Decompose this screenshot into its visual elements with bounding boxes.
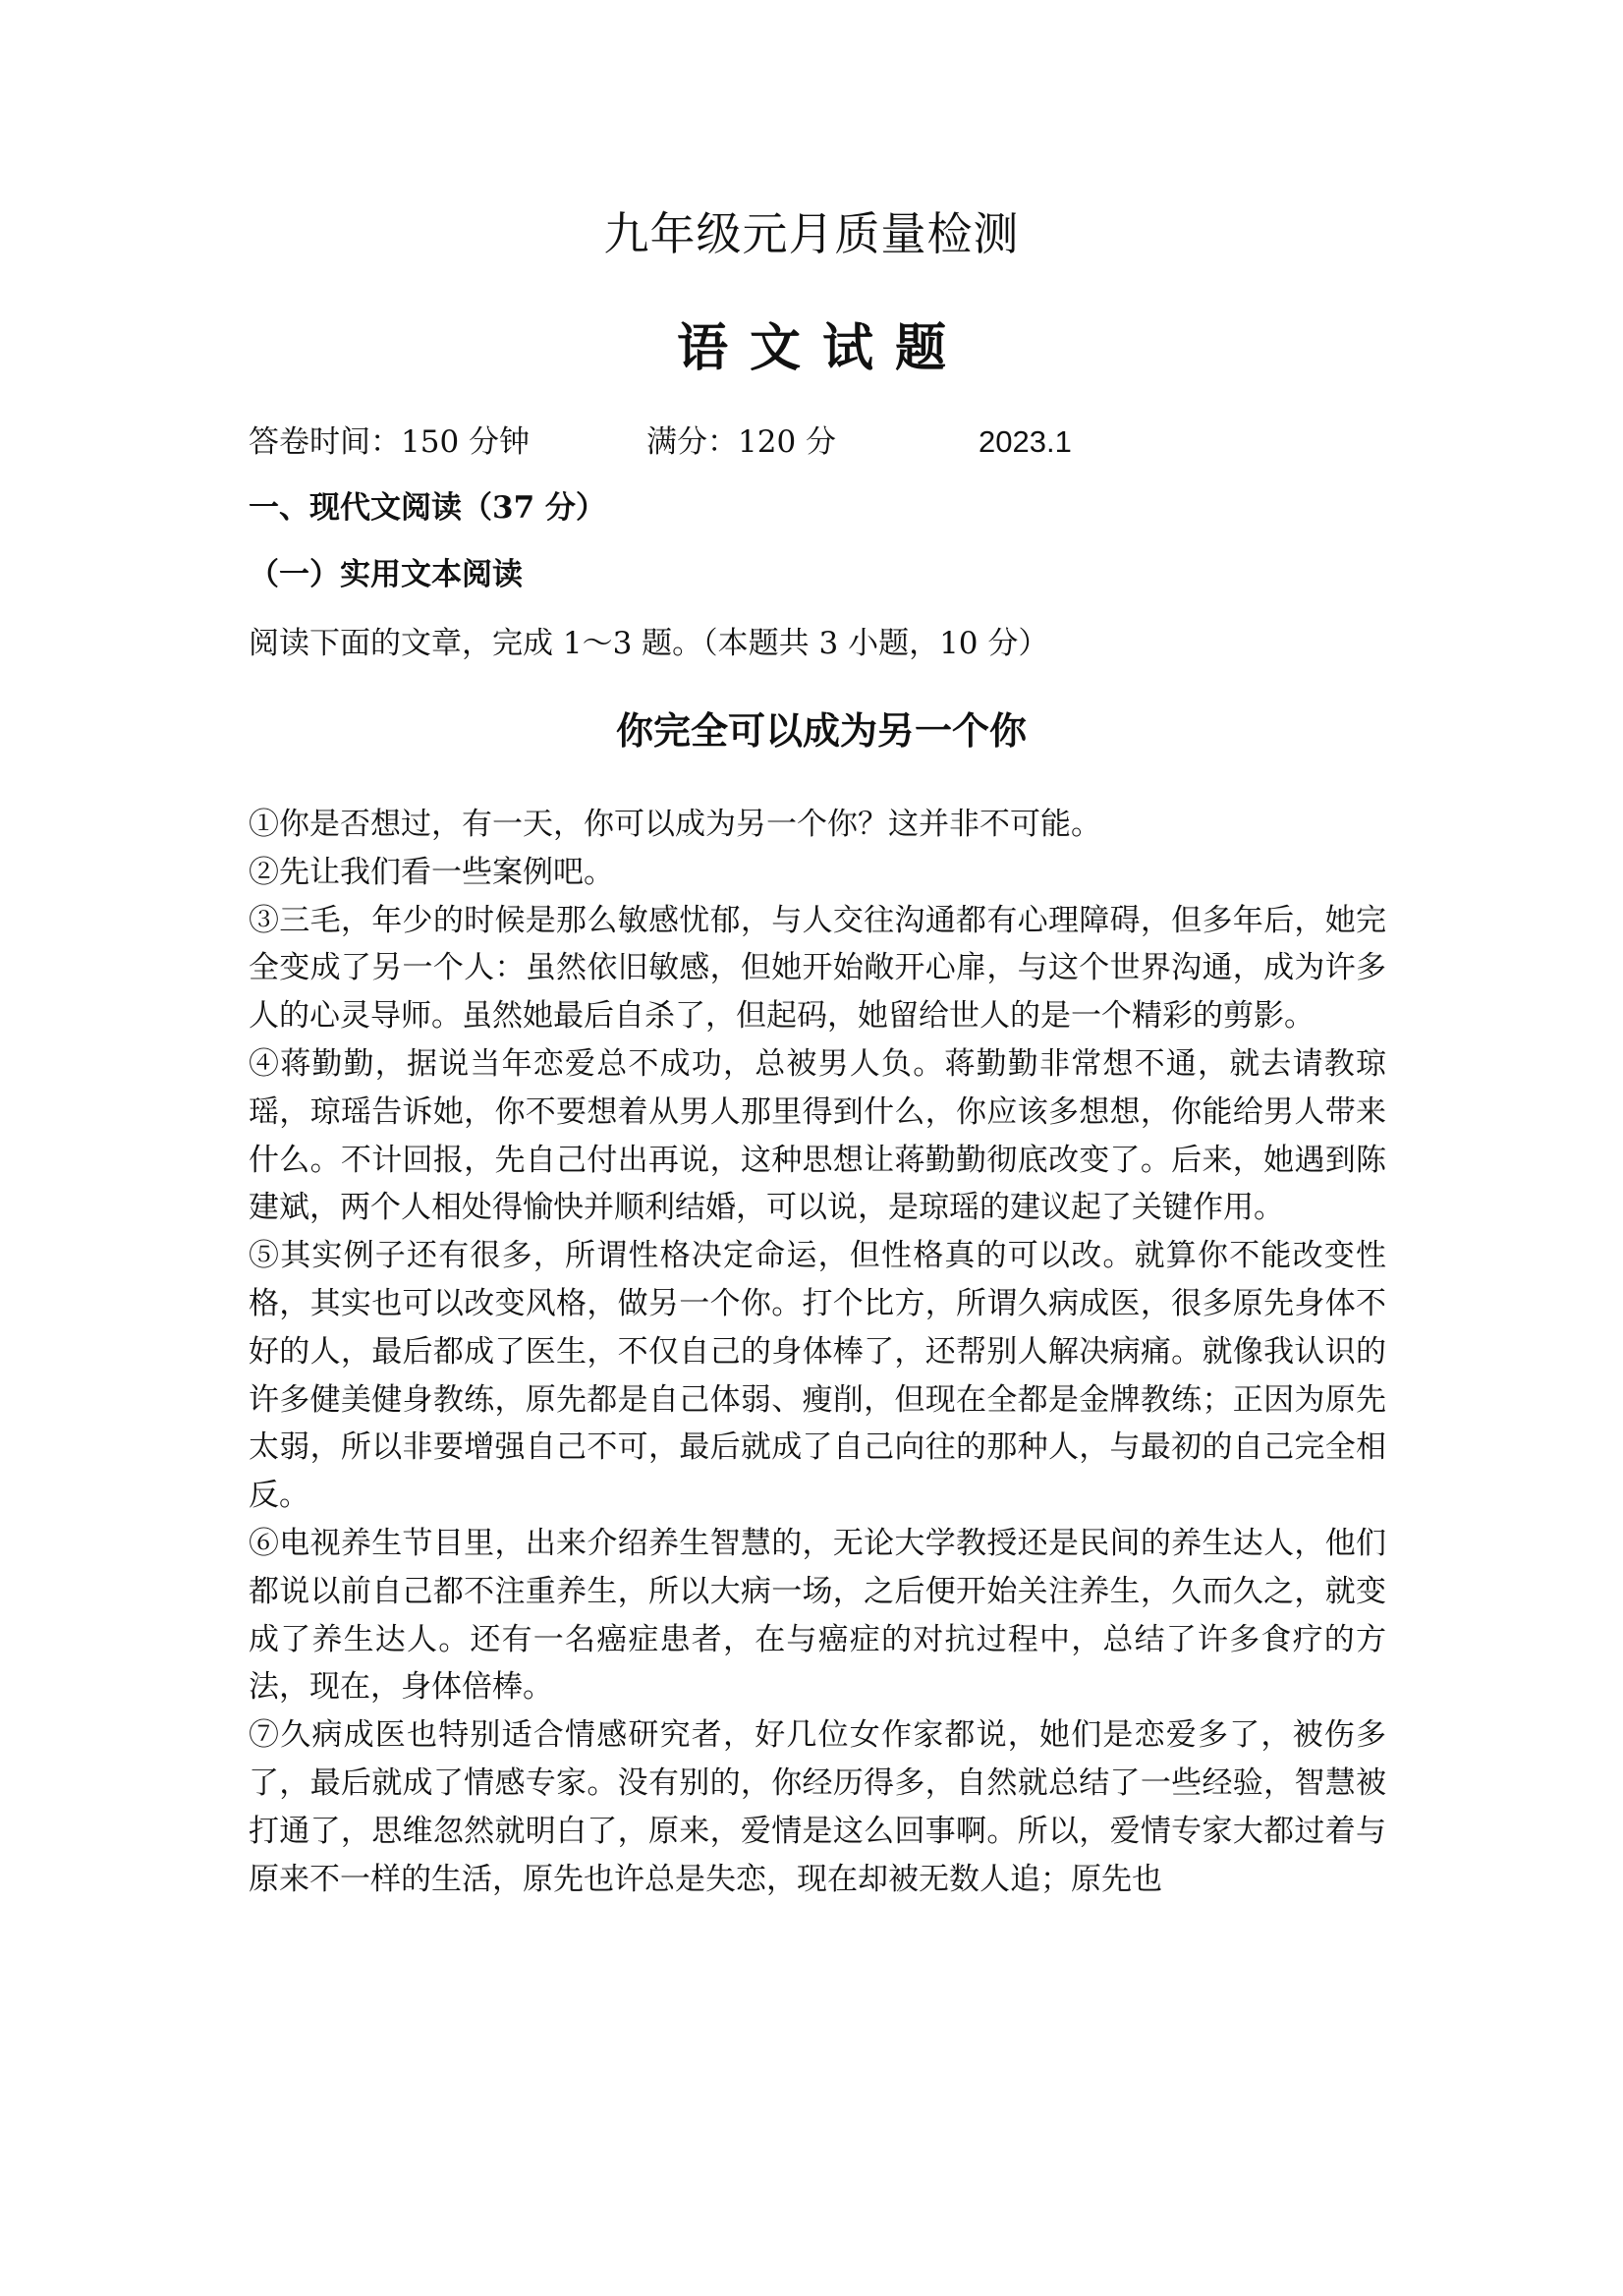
article-paragraph-3: ③三毛，年少的时候是那么敏感忧郁，与人交往沟通都有心理障碍，但多年后，她完全变成了另一个人：虽然依旧敏感，但她开始敞开心扉，与这个世界沟通，成为许多人的心灵导师。虽然她最后自杀了，但起码，她留给世人的是一个精彩的剪影。 (249, 902, 1386, 1035)
subject-title: 语文试题 (676, 318, 968, 378)
exam-title: 九年级元月质量检测 (603, 207, 1020, 260)
article-title: 你完全可以成为另一个你 (615, 708, 1027, 753)
exam-score-label: 满分：120 分 (646, 424, 837, 460)
reading-instruction: 阅读下面的文章，完成 1～3 题。（本题共 3 小题，10 分） (249, 626, 1049, 661)
article-paragraph-4: ④蒋勤勤，据说当年恋爱总不成功，总被男人负。蒋勤勤非常想不通，就去请教琼瑶，琼瑶告诉她，你不要想着从男人那里得到什么，你应该多想想，你能给男人带来什么。不计回报，先自己付出再说，这种思想让蒋勤勤彻底改变了。后来，她遇到陈建斌，两个人相处得愉快并顺利结婚，可以说，是琼瑶的建议起了关键作用。 (249, 1045, 1386, 1226)
article-paragraph-1: ①你是否想过，有一天，你可以成为另一个你？这并非不可能。 (249, 807, 1101, 842)
section-heading: 一、现代文阅读（37 分） (249, 490, 606, 526)
exam-time-label: 答卷时间：150 分钟 (249, 424, 531, 460)
article-paragraph-2: ②先让我们看一些案例吧。 (249, 854, 614, 890)
subsection-heading: （一）实用文本阅读 (249, 557, 523, 592)
exam-meta-row (249, 418, 1378, 467)
article-paragraph-5: ⑤其实例子还有很多，所谓性格决定命运，但性格真的可以改。就算你不能改变性格，其实也可以改变风格，做另一个你。打个比方，所谓久病成医，很多原先身体不好的人，最后都成了医生，不仅自己的身体棒了，还帮别人解决病痛。就像我认识的许多健美健身教练，原先都是自己体弱、瘦削，但现在全都是金牌教练；正因为原先太弱，所以非要增强自己不可，最后就成了自己向往的那种人，与最初的自己完全相反。 (249, 1238, 1386, 1514)
article-body (249, 801, 1386, 1903)
article-paragraph-7: ⑦久病成医也特别适合情感研究者，好几位女作家都说，她们是恋爱多了，被伤多了，最后就成了情感专家。没有别的，你经历得多，自然就总结了一些经验，智慧被打通了，思维忽然就明白了，原来，爱情是这么回事啊。所以，爱情专家大都过着与原来不一样的生活，原先也许总是失恋，现在却被无数人追；原先也 (249, 1717, 1386, 1897)
article-paragraph-6: ⑥电视养生节目里，出来介绍养生智慧的，无论大学教授还是民间的养生达人，他们都说以前自己都不注重养生，所以大病一场，之后便开始关注养生，久而久之，就变成了养生达人。还有一名癌症患者，在与癌症的对抗过程中，总结了许多食疗的方法，现在，身体倍棒。 (249, 1525, 1386, 1706)
exam-date: 2023.1 (979, 424, 1072, 459)
